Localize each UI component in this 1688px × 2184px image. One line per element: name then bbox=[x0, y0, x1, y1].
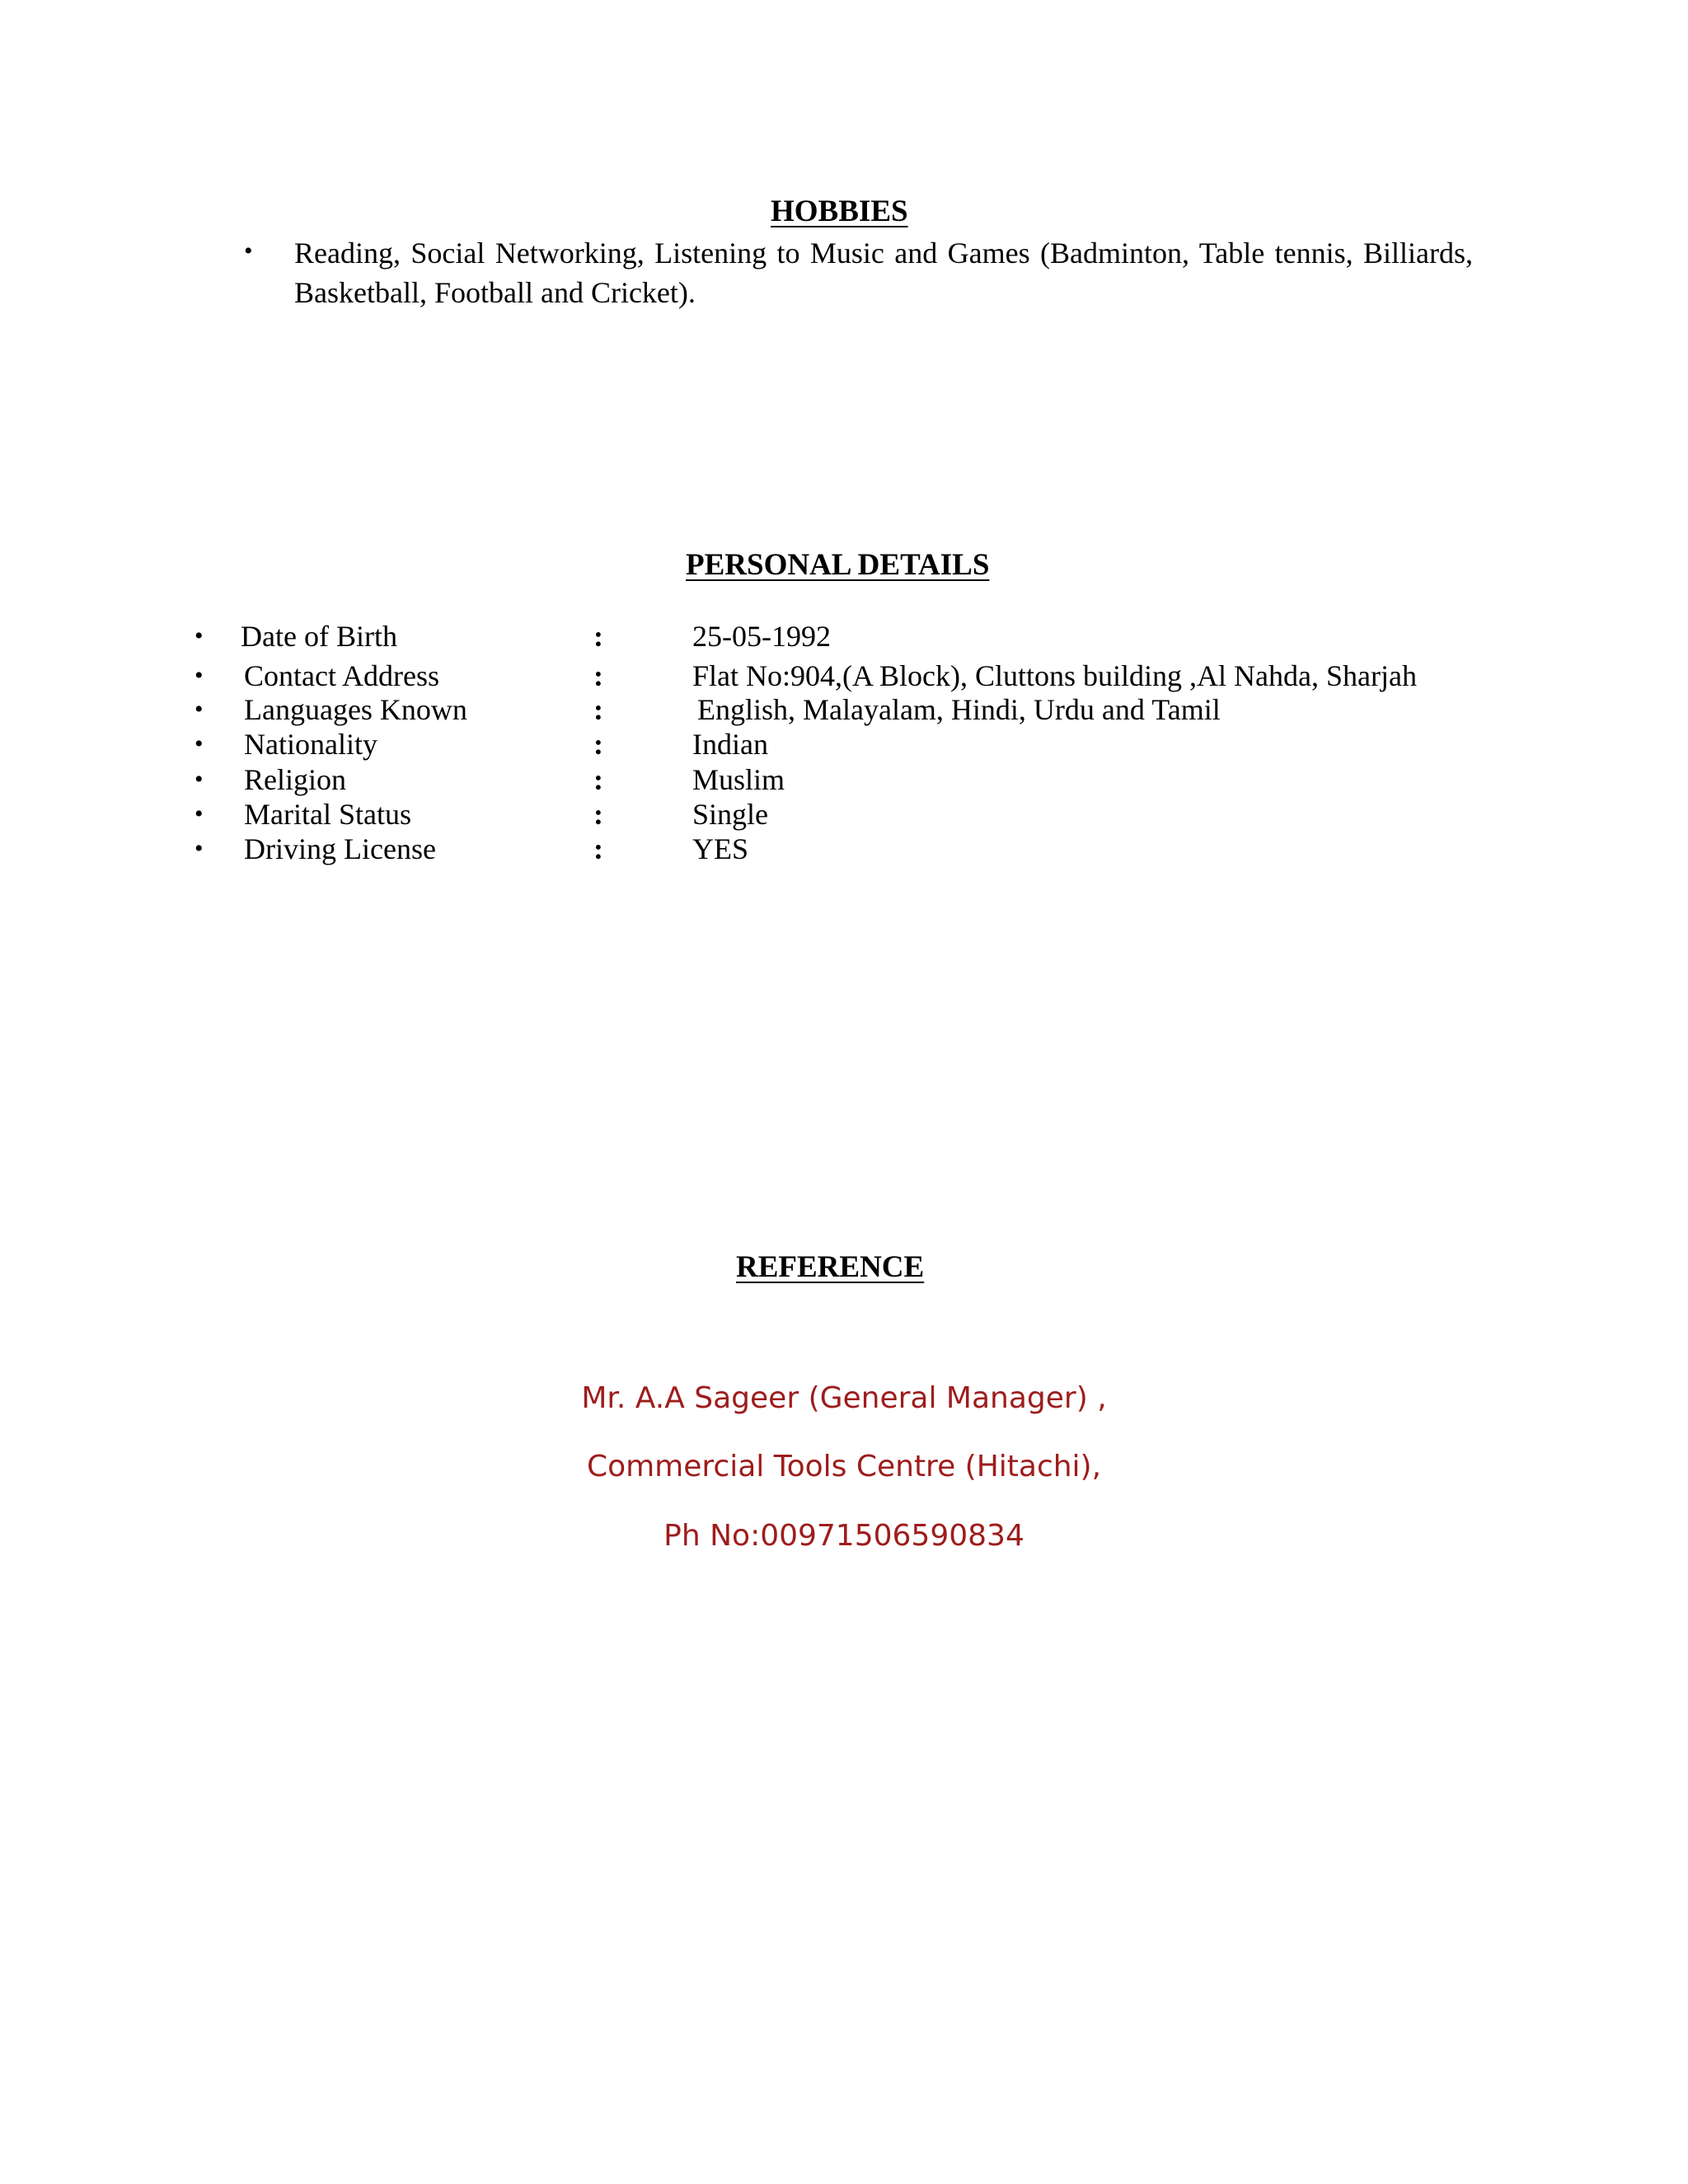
detail-value: 25-05-1992 bbox=[692, 620, 831, 653]
detail-separator: : bbox=[593, 693, 603, 726]
detail-separator: : bbox=[593, 728, 603, 761]
detail-value: Indian bbox=[692, 728, 768, 761]
bullet: • bbox=[195, 730, 204, 757]
detail-row-marital-status bbox=[0, 797, 1688, 832]
detail-row-contact-address bbox=[0, 658, 1688, 693]
detail-label: Nationality bbox=[244, 728, 377, 761]
reference-name: Mr. A.A Sageer (General Manager) , bbox=[581, 1381, 1107, 1415]
detail-label: Driving License bbox=[244, 832, 436, 865]
bullet: • bbox=[195, 766, 204, 793]
bullet: • bbox=[195, 622, 204, 649]
reference-company: Commercial Tools Centre (Hitachi), bbox=[586, 1450, 1102, 1483]
detail-row-driving-license bbox=[0, 832, 1688, 866]
bullet: • bbox=[195, 835, 204, 862]
detail-separator: : bbox=[593, 620, 603, 653]
hobbies-heading: HOBBIES bbox=[771, 194, 908, 228]
detail-value: Muslim bbox=[692, 763, 785, 796]
detail-separator: : bbox=[593, 798, 603, 831]
detail-value: YES bbox=[692, 832, 749, 865]
detail-label: Languages Known bbox=[244, 693, 467, 726]
hobbies-text: Reading, Social Networking, Listening to Music and Games (Badminton, Table tennis, Billiards, Basketball, Football and Cricket). bbox=[294, 237, 1473, 309]
bullet: • bbox=[195, 800, 204, 827]
personal-details-heading: PERSONAL DETAILS bbox=[686, 548, 990, 582]
detail-row-nationality bbox=[0, 727, 1688, 762]
detail-value: English, Malayalam, Hindi, Urdu and Tamil bbox=[697, 693, 1221, 726]
reference-heading: REFERENCE bbox=[736, 1250, 925, 1284]
detail-label: Date of Birth bbox=[241, 620, 397, 653]
detail-row-languages-known bbox=[0, 692, 1688, 727]
bullet: • bbox=[195, 696, 204, 723]
detail-row-religion bbox=[0, 762, 1688, 797]
detail-value: Single bbox=[692, 798, 769, 831]
bullet: • bbox=[195, 662, 204, 689]
detail-label: Marital Status bbox=[244, 798, 411, 831]
detail-label: Contact Address bbox=[244, 659, 439, 692]
detail-label: Religion bbox=[244, 763, 346, 796]
detail-row-date-of-birth bbox=[0, 619, 1688, 654]
detail-separator: : bbox=[593, 832, 603, 865]
detail-separator: : bbox=[593, 763, 603, 796]
detail-separator: : bbox=[593, 659, 603, 692]
hobby-bullet: • bbox=[244, 237, 253, 265]
reference-phone: Ph No:00971506590834 bbox=[663, 1519, 1025, 1553]
detail-value: Flat No:904,(A Block), Cluttons building ,Al Nahda, Sharjah bbox=[692, 659, 1417, 692]
